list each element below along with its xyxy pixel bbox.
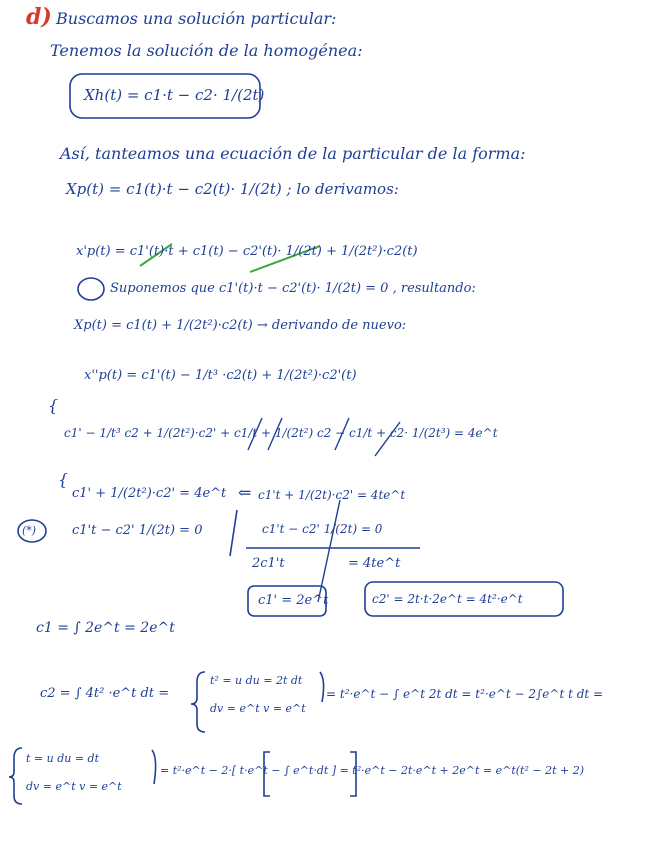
- homogeneous-solution: Xh(t) = c1·t − c2· 1/(2t): [84, 86, 265, 104]
- sum-left: 2c1't: [252, 556, 285, 571]
- integral-c2-start: c2 = ∫ 4t² ·e^t dt =: [40, 686, 170, 701]
- bracket-parts-1-close: [320, 672, 324, 702]
- system-arrow: ⇐: [238, 483, 252, 502]
- second-derivative: x''p(t) = c1'(t) − 1/t³ ·c2(t) + 1/(2t²)·c2'(t): [84, 368, 357, 383]
- integral-c1: c1 = ∫ 2e^t = 2e^t: [36, 620, 175, 636]
- sum-right: = 4te^t: [348, 556, 401, 571]
- parts-2-row-b: dv = e^t v = e^t: [26, 780, 122, 793]
- parts-2-row-a: t = u du = dt: [26, 752, 100, 765]
- xp-again-line: Xp(t) = c1(t) + 1/(2t²)·c2(t) → derivando de nuevo:: [74, 318, 407, 333]
- assumption-line: Suponemos que c1'(t)·t − c2'(t)· 1/(2t) = 0 , resultando:: [110, 281, 476, 296]
- bracket-parts-1: [191, 672, 205, 732]
- parts-1-row-a: t² = u du = 2t dt: [210, 674, 303, 687]
- heading: Buscamos una solución particular:: [56, 9, 337, 28]
- system-eq-2: c1't − c2' 1/(2t) = 0: [72, 523, 203, 538]
- star-circle-1: [78, 278, 104, 300]
- asi-line: Así, tanteamos una ecuación de la particular de la forma:: [60, 144, 526, 163]
- brace-2: {: [58, 470, 69, 489]
- result-c1-prime: c1' = 2e^t: [258, 593, 329, 608]
- first-derivative: x'p(t) = c1'(t)·t + c1(t) − c2'(t)· 1/(2t) + 1/(2t²)·c2(t): [76, 244, 418, 259]
- integral-c2-parts: = t²·e^t − ∫ e^t 2t dt = t²·e^t − 2∫e^t t dt =: [326, 687, 604, 701]
- brace-1: {: [48, 396, 59, 415]
- substitution-line: c1' − 1/t³ c2 + 1/(2t²)·c2' + c1/t + 1/(2t²) c2 − c1/t + c2· 1/(2t³) = 4e^t: [64, 426, 498, 440]
- right-system-eq-1: c1't + 1/(2t)·c2' = 4te^t: [258, 488, 406, 502]
- particular-form: Xp(t) = c1(t)·t − c2(t)· 1/(2t) ; lo derivamos:: [66, 180, 399, 198]
- right-system-eq-2: c1't − c2' 1/(2t) = 0: [262, 522, 383, 536]
- bracket-parts-2: [9, 748, 22, 804]
- system-divider: [230, 510, 237, 556]
- result-c2-prime: c2' = 2t·t·2e^t = 4t²·e^t: [372, 592, 523, 606]
- bracket-parts-2-close: [152, 750, 156, 784]
- system-eq-1: c1' + 1/(2t²)·c2' = 4e^t: [72, 486, 227, 501]
- star-mark: (*): [22, 524, 37, 537]
- part-letter: d): [26, 4, 52, 30]
- intro-line: Tenemos la solución de la homogénea:: [50, 41, 363, 60]
- parts-1-row-b: dv = e^t v = e^t: [210, 702, 306, 715]
- integral-c2-final: = t²·e^t − 2·[ t·e^t − ∫ e^t·dt ] = t²·e^t − 2t·e^t + 2e^t = e^t(t² − 2t + 2): [160, 764, 584, 777]
